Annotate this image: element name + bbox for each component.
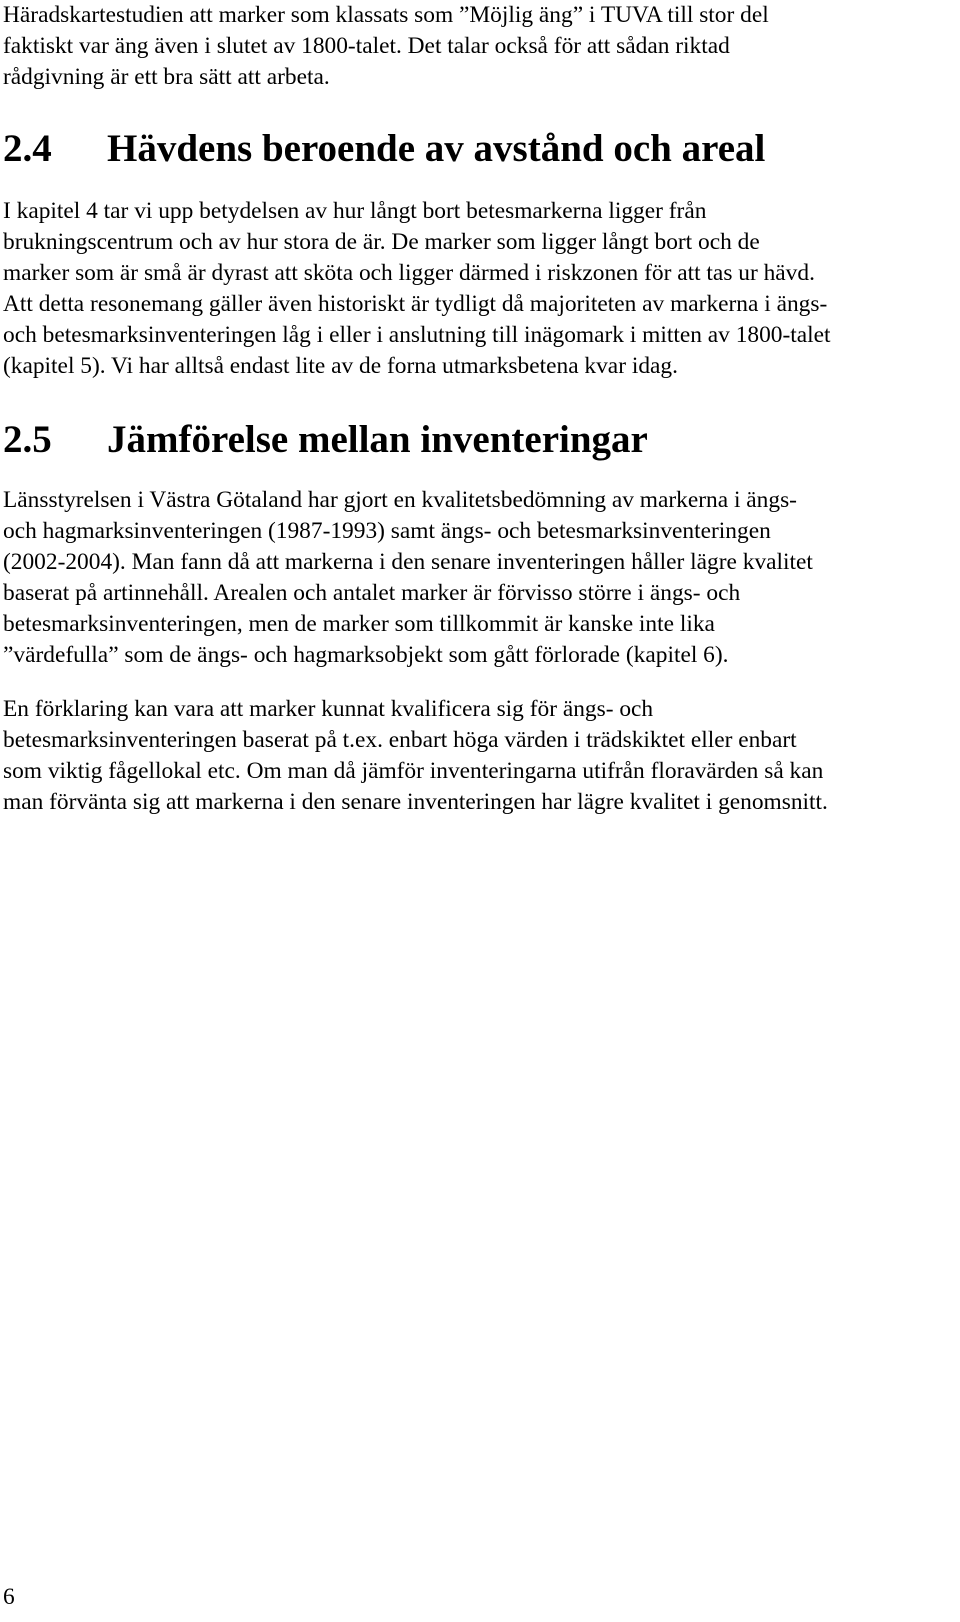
section-2-4-paragraph <box>3 196 948 382</box>
text-line: Länsstyrelsen i Västra Götaland har gjort en kvalitetsbedömning av markerna i ängs- <box>3 487 797 513</box>
section-title: Jämförelse mellan inventeringar <box>107 418 648 461</box>
text-line: (kapitel 5). Vi har alltså endast lite av de forna utmarksbetena kvar idag. <box>3 353 678 379</box>
text-line: och hagmarksinventeringen (1987-1993) samt ängs- och betesmarksinventeringen <box>3 518 771 544</box>
text-line: En förklaring kan vara att marker kunnat kvalificera sig för ängs- och <box>3 696 654 722</box>
text-line: och betesmarksinventeringen låg i eller i anslutning till inägomark i mitten av 1800-talet <box>3 322 831 348</box>
section-number: 2.5 <box>3 418 52 461</box>
section-heading-2-4 <box>3 127 765 171</box>
text-line: betesmarksinventeringen, men de marker som tillkommit är kanske inte lika <box>3 611 715 637</box>
section-number: 2.4 <box>3 127 52 170</box>
text-line: rådgivning är ett bra sätt att arbeta. <box>3 64 330 90</box>
text-line: Att detta resonemang gäller även historiskt är tydligt då majoriteten av markerna i ängs- <box>3 291 828 317</box>
text-line: brukningscentrum och av hur stora de är. De marker som ligger långt bort och de <box>3 229 760 255</box>
text-line: marker som är små är dyrast att sköta och ligger därmed i riskzonen för att tas ur hävd. <box>3 260 815 286</box>
section-heading-2-5 <box>3 418 648 462</box>
section-2-5-paragraph-2 <box>3 694 948 818</box>
text-line: faktiskt var äng även i slutet av 1800-talet. Det talar också för att sådan riktad <box>3 33 730 59</box>
text-line: Häradskartestudien att marker som klassats som ”Möjlig äng” i TUVA till stor del <box>3 2 769 28</box>
text-line: betesmarksinventeringen baserat på t.ex. enbart höga värden i trädskiktet eller enbart <box>3 727 797 753</box>
text-line: I kapitel 4 tar vi upp betydelsen av hur långt bort betesmarkerna ligger från <box>3 198 707 224</box>
page-number: 6 <box>3 1584 15 1610</box>
text-line: (2002-2004). Man fann då att markerna i den senare inventeringen håller lägre kvalitet <box>3 549 813 575</box>
text-line: man förvänta sig att markerna i den senare inventeringen har lägre kvalitet i genomsnitt. <box>3 789 828 815</box>
intro-paragraph <box>3 0 948 93</box>
text-line: baserat på artinnehåll. Arealen och antalet marker är förvisso större i ängs- och <box>3 580 741 606</box>
text-line: ”värdefulla” som de ängs- och hagmarksobjekt som gått förlorade (kapitel 6). <box>3 642 729 668</box>
text-line: som viktig fågellokal etc. Om man då jämför inventeringarna utifrån floravärden så kan <box>3 758 824 784</box>
section-title: Hävdens beroende av avstånd och areal <box>107 127 766 170</box>
section-2-5-paragraph-1 <box>3 485 948 671</box>
